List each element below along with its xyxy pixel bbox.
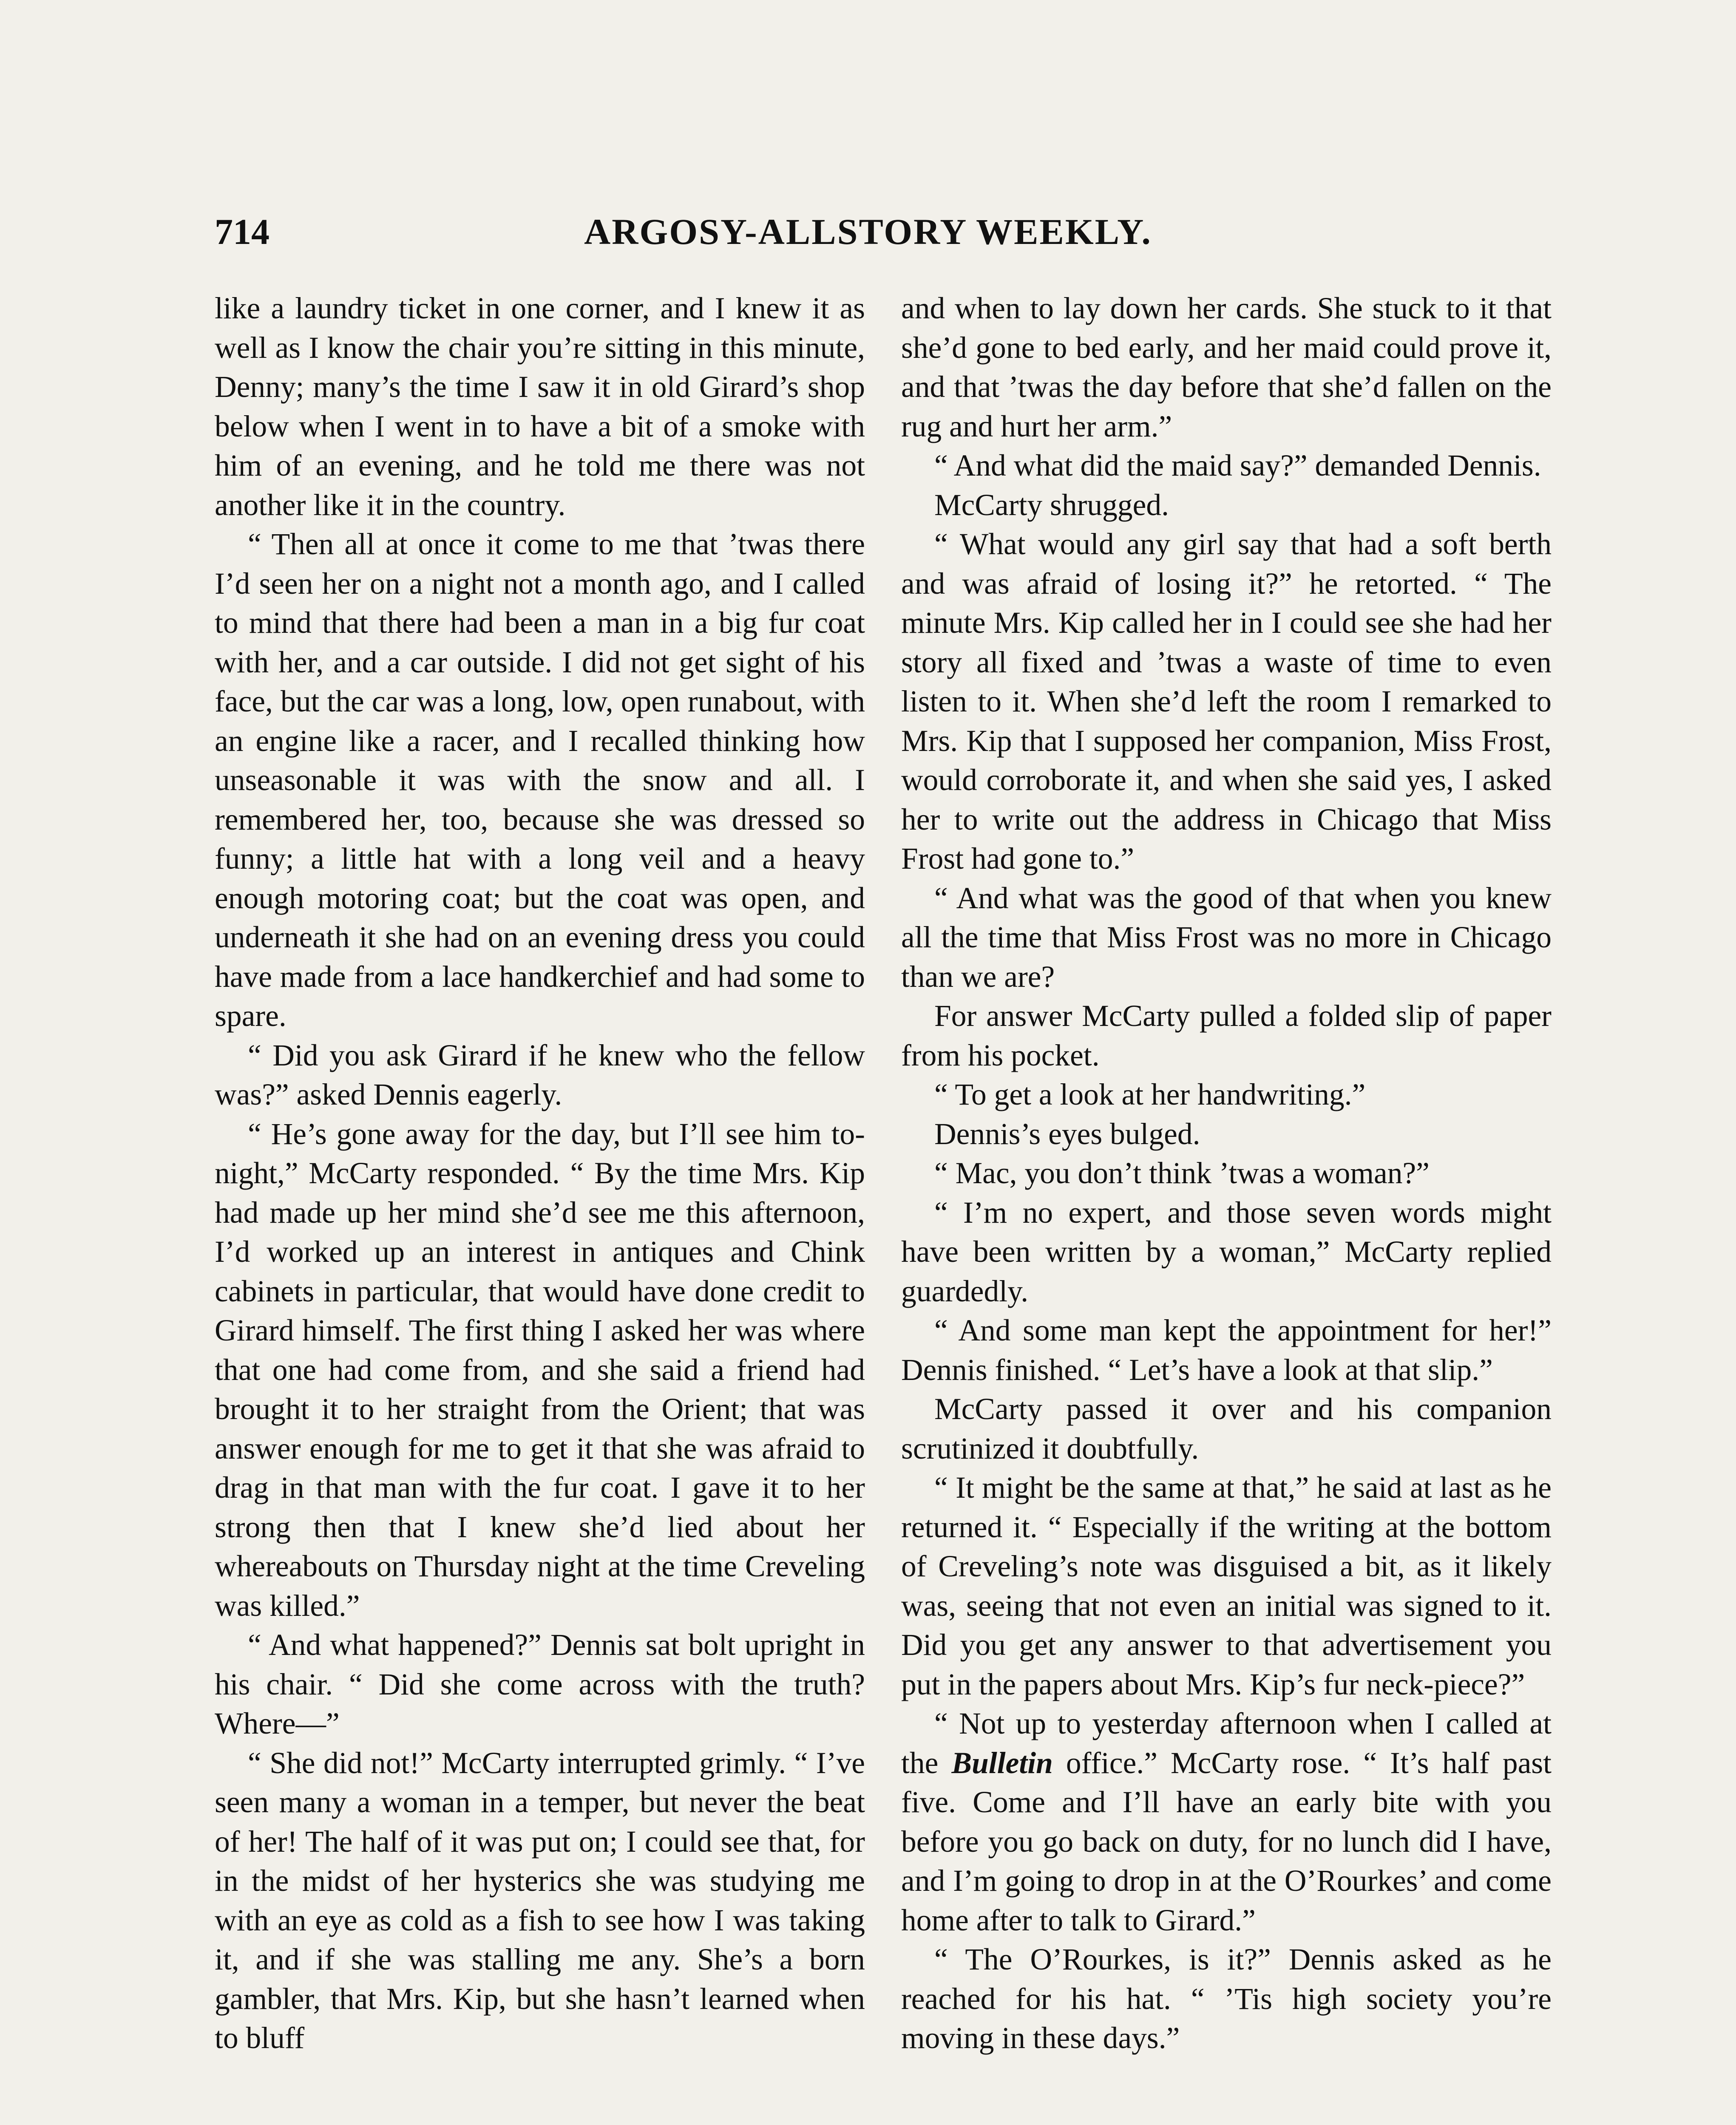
paragraph: For answer McCarty pulled a folded slip of paper from his pocket. <box>901 999 1552 1072</box>
paragraph: “ What would any girl say that had a soft berth and was afraid of losing it?” he retorted. “ The minute Mrs. Kip called her in I could see she had her story all fixed and ’twas a waste of time to even listen to it. When she’d left the room I remarked to Mrs. Kip that I supposed her companion, Miss Frost, would corroborate it, and when she said yes, I asked her to write out the address in Chicago that Miss Frost had gone to.” <box>901 527 1552 876</box>
paragraph: “ I’m no expert, and those seven words might have been written by a woman,” McCarty replied guardedly. <box>901 1196 1552 1308</box>
paragraph: “ To get a look at her handwriting.” <box>934 1078 1366 1111</box>
page-header <box>0 210 1736 257</box>
paragraph: “ It might be the same at that,” he said at last as he returned it. “ Especially if the writing at the bottom of Creveling’s note was disguised a bit, as it likely was, seeing that not even an initial was signed to it. Did you get any answer to that advertisement you put in the papers about Mrs. Kip’s fur neck-piece?” <box>901 1471 1552 1701</box>
paragraph <box>901 1704 1552 1940</box>
text-run: “ Not up to yesterday afternoon when I called at the <box>901 1707 1552 1780</box>
text-run: office.” McCarty rose. “ It’s half past five. Come and I’ll have an early bite with you before you go back on duty, for no lunch did I have, and I’m going to drop in at the O’Rourkes’ and come home after to talk to Girard.” <box>901 1746 1552 1937</box>
paragraph: and when to lay down her cards. She stuck to it that she’d gone to bed early, and her maid could prove it, and that ’twas the day before that she’d fallen on the rug and hurt her arm.” <box>901 292 1552 443</box>
paragraph: McCarty shrugged. <box>934 488 1169 522</box>
paragraph: “ And what was the good of that when you knew all the time that Miss Frost was no more in Chicago than we are? <box>901 881 1552 994</box>
left-column <box>215 289 865 2058</box>
paragraph: “ Then all at once it come to me that ’twas there I’d seen her on a night not a month ago, and I called to mind that there had been a man in a big fur coat with her, and a car outside. I did not get sight of his face, but the car was a long, low, open runabout, with an engine like a racer, and I recalled thinking how unseasonable it was with the snow and all. I remembered her, too, because she was dressed so funny; a little hat with a long veil and a heavy enough motoring coat; but the coat was open, and underneath it she had on an evening dress you could have made from a lace handkerchief and had some to spare. <box>215 527 865 1033</box>
paragraph: McCarty passed it over and his companion scrutinized it doubtfully. <box>901 1392 1552 1465</box>
right-column <box>901 289 1552 2058</box>
paragraph: “ The O’Rourkes, is it?” Dennis asked as he reached for his hat. “ ’Tis high society you’re moving in these days.” <box>901 1943 1552 2055</box>
paragraph: “ Mac, you don’t think ’twas a woman?” <box>934 1156 1430 1190</box>
paragraph: “ And some man kept the appointment for her!” Dennis finished. “ Let’s have a look at that slip.” <box>901 1314 1552 1387</box>
paragraph: “ And what did the maid say?” demanded Dennis. <box>934 449 1541 482</box>
newspaper-title: Bulletin <box>951 1746 1053 1780</box>
paragraph: Dennis’s eyes bulged. <box>934 1117 1200 1151</box>
paragraph: “ Did you ask Girard if he knew who the fellow was?” asked Dennis eagerly. <box>215 1038 865 1111</box>
paragraph: “ He’s gone away for the day, but I’ll see him to-night,” McCarty responded. “ By the time Mrs. Kip had made up her mind she’d see me this afternoon, I’d worked up an interest in antiques and Chink cabinets in particular, that would have done credit to Girard himself. The first thing I asked her was where that one had come from, and she said a friend had brought it to her straight from the Orient; that was answer enough for me to get it that she was afraid to drag in that man with the fur coat. I gave it to her strong then that I knew she’d lied about her whereabouts on Thursday night at the time Creveling was killed.” <box>215 1117 865 1623</box>
paragraph: like a laundry ticket in one corner, and I knew it as well as I know the chair you’re sitting in this minute, Denny; many’s the time I saw it in old Girard’s shop below when I went in to have a bit of a smoke with him of an evening, and he told me there was not another like it in the country. <box>215 292 865 522</box>
paragraph: “ And what happened?” Dennis sat bolt upright in his chair. “ Did she come across with the truth? Where—” <box>215 1628 865 1740</box>
page-number: 714 <box>215 211 269 252</box>
running-head: ARGOSY-ALLSTORY WEEKLY. <box>584 211 1152 252</box>
paragraph: “ She did not!” McCarty interrupted grimly. “ I’ve seen many a woman in a temper, but never the beat of her! The half of it was put on; I could see that, for in the midst of her hysterics she was studying me with an eye as cold as a fish to see how I was taking it, and if she was stalling me any. She’s a born gambler, that Mrs. Kip, but she hasn’t learned when to bluff <box>215 1746 865 2055</box>
